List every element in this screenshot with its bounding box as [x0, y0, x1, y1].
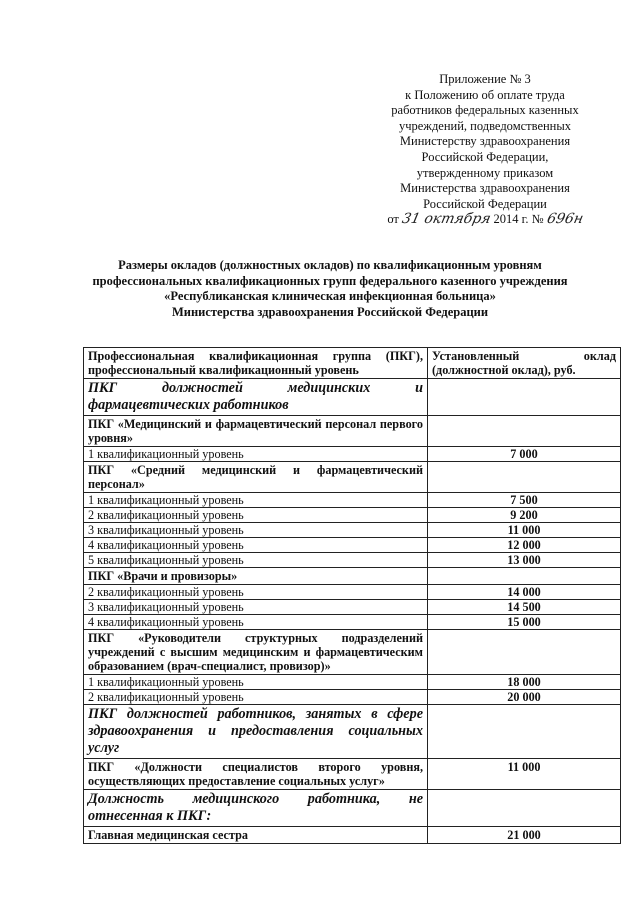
row-label: ПКГ «Должности специалистов второго уровня, осуществляющих предоставление социальных услуг»	[84, 759, 428, 790]
row-label: 4 квалификационный уровень	[84, 615, 428, 630]
row-label: 1 квалификационный уровень	[84, 493, 428, 508]
row-label: 2 квалификационный уровень	[84, 585, 428, 600]
appendix-line: Министерства здравоохранения	[400, 181, 570, 196]
row-label: ПКГ «Руководители структурных подразделений учреждений с высшим медицинским и фармацевтическим образованием (врач-специалист, провизор)»	[84, 630, 428, 675]
group-row	[84, 568, 621, 585]
row-salary-value: 12 000	[428, 538, 621, 553]
title-line: Размеры окладов (должностных окладов) по квалификационным уровням	[118, 258, 542, 272]
appendix-line: Министерству здравоохранения	[399, 134, 571, 149]
title-line: Министерства здравоохранения Российской Федерации	[171, 304, 489, 319]
row-label: 1 квалификационный уровень	[84, 675, 428, 690]
order-date-handwritten: 31 октября	[400, 211, 493, 228]
row-label: 2 квалификационный уровень	[84, 690, 428, 705]
group-row	[84, 827, 621, 844]
row-salary-value	[428, 630, 621, 675]
row-label: 5 квалификационный уровень	[84, 553, 428, 568]
table-row	[84, 675, 621, 690]
row-salary-value	[428, 462, 621, 493]
row-salary-value: 11 000	[428, 759, 621, 790]
row-salary-value	[428, 416, 621, 447]
row-label: 3 квалификационный уровень	[84, 523, 428, 538]
table-row	[84, 538, 621, 553]
order-number-handwritten: 696н	[545, 211, 585, 228]
row-salary-value: 9 200	[428, 508, 621, 523]
row-label: ПКГ должностей медицинских и фармацевтических работников	[84, 379, 428, 416]
appendix-line: учреждений, подведомственных	[398, 118, 572, 133]
order-date-prefix: от	[387, 212, 399, 227]
row-salary-value: 15 000	[428, 615, 621, 630]
row-salary-value: 7 000	[428, 447, 621, 462]
table-header-row	[84, 348, 621, 379]
row-label: Главная медицинская сестра	[84, 827, 428, 844]
row-label: Должность медицинского работника, не отнесенная к ПКГ:	[84, 790, 428, 827]
row-salary-value: 14 000	[428, 585, 621, 600]
row-salary-value: 11 000	[428, 523, 621, 538]
section-row	[84, 705, 621, 759]
row-salary-value: 18 000	[428, 675, 621, 690]
row-label: 4 квалификационный уровень	[84, 538, 428, 553]
row-salary-value: 13 000	[428, 553, 621, 568]
table-row	[84, 447, 621, 462]
table-row	[84, 553, 621, 568]
row-salary-value: 20 000	[428, 690, 621, 705]
header-cell-group: Профессиональная квалификационная группа (ПКГ), профессиональный квалификационный уровень	[84, 348, 428, 379]
appendix-line: Российской Федерации	[423, 196, 547, 211]
section-row	[84, 379, 621, 416]
title-line: профессиональных квалификационных групп федерального казенного учреждения	[92, 273, 568, 288]
row-label: ПКГ «Врачи и провизоры»	[84, 568, 428, 585]
row-label: ПКГ «Средний медицинский и фармацевтический персонал»	[84, 462, 428, 493]
salary-table	[83, 347, 621, 844]
table-row	[84, 690, 621, 705]
appendix-block	[360, 72, 610, 228]
row-salary-value: 7 500	[428, 493, 621, 508]
row-label: ПКГ должностей работников, занятых в сфере здравоохранения и предоставления социальных услуг	[84, 705, 428, 759]
appendix-line: Российской Федерации,	[421, 149, 549, 164]
table-row	[84, 585, 621, 600]
table-row	[84, 508, 621, 523]
group-row	[84, 630, 621, 675]
table-row	[84, 523, 621, 538]
table-row	[84, 615, 621, 630]
order-date-line	[360, 212, 610, 228]
row-label: 2 квалификационный уровень	[84, 508, 428, 523]
group-row	[84, 462, 621, 493]
row-salary-value: 21 000	[428, 827, 621, 844]
appendix-line: работников федеральных казенных	[391, 103, 579, 118]
appendix-line: к Положению об оплате труда	[405, 87, 565, 102]
row-salary-value	[428, 790, 621, 827]
header-cell-salary: Установленный оклад (должностной оклад), руб.	[428, 348, 621, 379]
table-row	[84, 493, 621, 508]
row-salary-value: 14 500	[428, 600, 621, 615]
title-line: «Республиканская клиническая инфекционная больница»	[164, 289, 496, 303]
row-label: ПКГ «Медицинский и фармацевтический персонал первого уровня»	[84, 416, 428, 447]
appendix-line: утвержденному приказом	[416, 165, 554, 180]
row-salary-value	[428, 705, 621, 759]
row-label: 1 квалификационный уровень	[84, 447, 428, 462]
appendix-line: Приложение № 3	[439, 72, 531, 86]
order-year-label: 2014 г. №	[493, 212, 544, 227]
section-row	[84, 790, 621, 827]
document-title	[80, 258, 580, 320]
row-label: 3 квалификационный уровень	[84, 600, 428, 615]
group-row	[84, 416, 621, 447]
row-salary-value	[428, 379, 621, 416]
table-row	[84, 600, 621, 615]
group-row	[84, 759, 621, 790]
row-salary-value	[428, 568, 621, 585]
